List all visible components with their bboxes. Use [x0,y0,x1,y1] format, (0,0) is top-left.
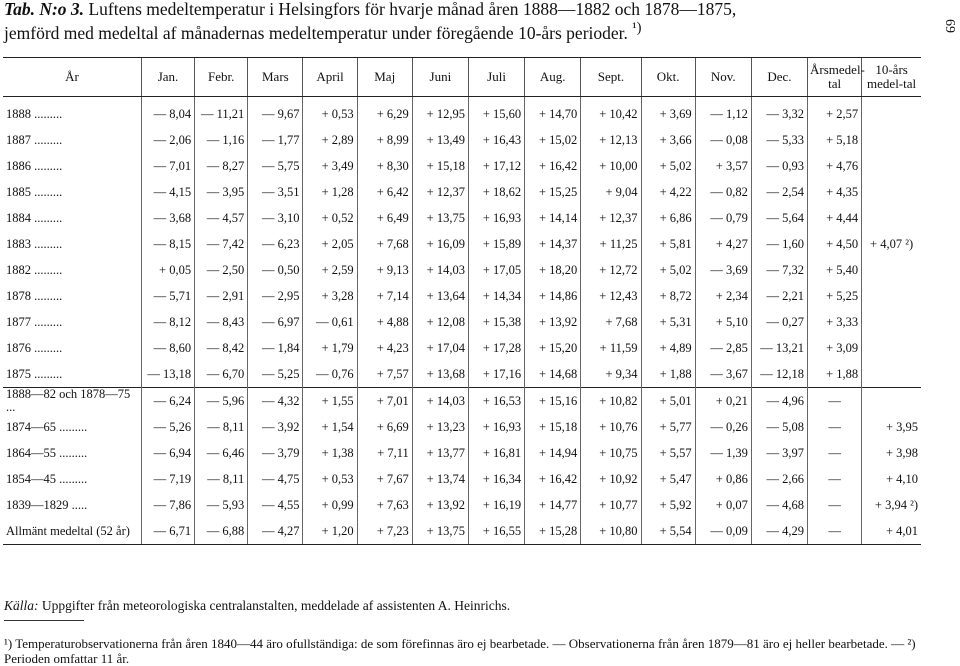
value-cell: + 15,02 [525,127,581,153]
year-cell: 1884 ......... [6,210,63,225]
ten-year-mean-cell: + 4,01 [862,518,921,545]
value-cell: + 8,30 [357,153,412,179]
value-cell: — 12,18 [751,361,807,388]
value-cell: + 14,14 [525,205,581,231]
value-cell: — 1,16 [195,127,248,153]
value-cell: + 3,69 [641,97,695,128]
page-title [4,0,924,43]
value-cell: + 4,27 [695,231,751,257]
value-cell: + 7,68 [357,231,412,257]
header-cell: April [303,58,357,97]
value-cell: + 10,82 [581,388,641,415]
value-cell: + 1,28 [303,179,357,205]
value-cell: — 2,85 [695,335,751,361]
value-cell: + 0,86 [695,466,751,492]
value-cell: + 10,80 [581,518,641,545]
value-cell: + 16,53 [468,388,524,415]
value-cell: + 5,40 [808,257,862,283]
ten-year-mean-cell: + 3,98 [862,440,921,466]
header-cell: Aug. [525,58,581,97]
value-cell: — 4,15 [141,179,194,205]
value-cell: — 0,82 [695,179,751,205]
value-cell: + 16,42 [525,153,581,179]
value-cell: + 7,63 [357,492,412,518]
value-cell: + 16,93 [468,205,524,231]
value-cell: + 3,66 [641,127,695,153]
value-cell: + 4,23 [357,335,412,361]
year-cell: 1878 ......... [6,288,63,303]
value-cell: + 18,62 [468,179,524,205]
value-cell: — 6,97 [248,309,303,335]
footnote-divider [4,620,84,621]
value-cell: — 0,26 [695,414,751,440]
value-cell: + 14,34 [468,283,524,309]
table-row [3,97,921,128]
value-cell: — 13,21 [751,335,807,361]
ten-year-mean-cell [862,388,921,415]
value-cell: — 8,42 [195,335,248,361]
value-cell: — 5,25 [248,361,303,388]
value-cell: + 13,68 [412,361,468,388]
table-row [3,153,921,179]
period-cell: Allmänt medeltal (52 år) [3,518,141,545]
value-cell: + 7,23 [357,518,412,545]
value-cell: + 14,70 [525,97,581,128]
period-cell: 1888—82 och 1878—75 ... [3,388,141,415]
value-cell: + 17,04 [412,335,468,361]
ten-year-mean-cell: + 4,10 [862,466,921,492]
table-row [3,127,921,153]
value-cell: + 13,77 [412,440,468,466]
value-cell: + 7,57 [357,361,412,388]
value-cell: — 5,64 [751,205,807,231]
value-cell: — 5,93 [195,492,248,518]
value-cell: + 10,42 [581,97,641,128]
header-cell: Nov. [695,58,751,97]
value-cell: — 4,96 [751,388,807,415]
value-cell: — 3,10 [248,205,303,231]
value-cell: + 0,52 [303,205,357,231]
value-cell: — [808,388,862,415]
value-cell: + 14,68 [525,361,581,388]
value-cell: — 0,50 [248,257,303,283]
value-cell: + 13,23 [412,414,468,440]
value-cell: — 0,61 [303,309,357,335]
value-cell: + 3,57 [695,153,751,179]
value-cell: — 0,93 [751,153,807,179]
value-cell: + 7,67 [357,466,412,492]
value-cell: + 0,21 [695,388,751,415]
value-cell: + 12,37 [412,179,468,205]
value-cell: + 14,77 [525,492,581,518]
value-cell: — [808,518,862,545]
value-cell: + 0,99 [303,492,357,518]
value-cell: — 2,66 [751,466,807,492]
summary-row [3,414,921,440]
header-cell: 10-års medel-tal [862,58,921,97]
value-cell: + 14,37 [525,231,581,257]
value-cell: — 7,19 [141,466,194,492]
value-cell: + 4,22 [641,179,695,205]
value-cell: — [808,414,862,440]
value-cell: — 3,51 [248,179,303,205]
table-row [3,283,921,309]
value-cell: — 3,92 [248,414,303,440]
table-row [3,361,921,388]
value-cell: + 15,16 [525,388,581,415]
value-cell: — 2,06 [141,127,194,153]
year-cell: 1882 ......... [6,262,63,277]
value-cell: — 6,46 [195,440,248,466]
year-cell: 1888 ......... [6,106,63,121]
value-cell: — 8,12 [141,309,194,335]
value-cell: — 5,26 [141,414,194,440]
value-cell: — 3,32 [751,97,807,128]
value-cell: — 7,42 [195,231,248,257]
table-row [3,335,921,361]
value-cell: + 5,81 [641,231,695,257]
value-cell: + 16,93 [468,414,524,440]
value-cell: + 5,57 [641,440,695,466]
value-cell: — 6,88 [195,518,248,545]
value-cell: — 2,91 [195,283,248,309]
value-cell: + 1,79 [303,335,357,361]
value-cell: + 4,50 [808,231,862,257]
value-cell: + 10,76 [581,414,641,440]
value-cell: + 4,35 [808,179,862,205]
value-cell: — 1,77 [248,127,303,153]
value-cell: + 16,19 [468,492,524,518]
table-row [3,257,921,283]
value-cell: + 16,42 [525,466,581,492]
value-cell: + 12,37 [581,205,641,231]
header-cell: Sept. [581,58,641,97]
value-cell: + 11,25 [581,231,641,257]
year-cell: 1883 ......... [6,236,63,251]
value-cell: — 3,69 [695,257,751,283]
footnote: ¹) Temperaturobservationerna från åren 1840—44 äro ofullständiga: de som förefinnas äro ej bearbetade. — Observationerna från åren 1879—81 äro ej heller bearbetade. — ²) Perioden omfattar 11 år. [4,636,916,666]
value-cell: — 2,54 [751,179,807,205]
value-cell: + 1,20 [303,518,357,545]
period-cell: 1874—65 ......... [6,419,88,434]
value-cell: — 4,68 [751,492,807,518]
value-cell: + 7,11 [357,440,412,466]
value-cell: + 10,00 [581,153,641,179]
value-cell: — 3,97 [751,440,807,466]
header-cell: Febr. [195,58,248,97]
value-cell: — [808,492,862,518]
value-cell: + 7,01 [357,388,412,415]
value-cell: + 9,34 [581,361,641,388]
year-cell: 1877 ......... [6,314,63,329]
temperature-table [3,57,921,545]
value-cell: + 8,72 [641,283,695,309]
summary-row [3,440,921,466]
value-cell: + 8,99 [357,127,412,153]
value-cell: + 16,81 [468,440,524,466]
value-cell: — 8,27 [195,153,248,179]
title-line-1: Luftens medeltemperatur i Helsingfors för hvarje månad åren 1888—1882 och 1878—1875, [88,0,737,19]
value-cell: + 12,43 [581,283,641,309]
value-cell: + 13,74 [412,466,468,492]
value-cell: + 10,92 [581,466,641,492]
summary-row [3,388,921,415]
value-cell: — 6,71 [141,518,194,545]
value-cell: — 6,24 [141,388,194,415]
value-cell: + 0,05 [141,257,194,283]
value-cell: + 2,59 [303,257,357,283]
value-cell: + 5,02 [641,257,695,283]
header-cell: Juni [412,58,468,97]
value-cell: + 14,03 [412,257,468,283]
value-cell: — 4,75 [248,466,303,492]
value-cell: + 15,38 [468,309,524,335]
value-cell: + 17,05 [468,257,524,283]
value-cell: + 1,88 [808,361,862,388]
value-cell: + 5,77 [641,414,695,440]
year-cell: 1875 ......... [6,366,63,381]
value-cell: + 1,38 [303,440,357,466]
ten-year-mean-cell: + 3,94 ²) [862,492,921,518]
value-cell: — 3,79 [248,440,303,466]
value-cell: + 6,86 [641,205,695,231]
value-cell: + 7,14 [357,283,412,309]
header-cell: Mars [248,58,303,97]
value-cell: + 13,92 [525,309,581,335]
value-cell: — 3,68 [141,205,194,231]
value-cell: + 12,72 [581,257,641,283]
value-cell: — 6,70 [195,361,248,388]
value-cell: + 9,04 [581,179,641,205]
value-cell: + 15,20 [525,335,581,361]
value-cell: + 16,43 [468,127,524,153]
value-cell: — 0,79 [695,205,751,231]
period-cell: 1864—55 ......... [6,445,88,460]
value-cell: — 5,71 [141,283,194,309]
value-cell: + 17,16 [468,361,524,388]
value-cell: — 9,67 [248,97,303,128]
value-cell: + 15,28 [525,518,581,545]
value-cell: + 3,09 [808,335,862,361]
value-cell: + 15,18 [525,414,581,440]
value-cell: + 0,53 [303,466,357,492]
value-cell: — 0,09 [695,518,751,545]
value-cell: + 13,75 [412,205,468,231]
value-cell: — 1,60 [751,231,807,257]
value-cell: — 5,08 [751,414,807,440]
value-cell: + 5,02 [641,153,695,179]
value-cell: + 2,89 [303,127,357,153]
value-cell: — 1,84 [248,335,303,361]
year-cell: 1887 ......... [6,132,63,147]
value-cell: + 13,64 [412,283,468,309]
value-cell: + 4,89 [641,335,695,361]
value-cell: + 5,25 [808,283,862,309]
value-cell: + 2,34 [695,283,751,309]
value-cell: + 6,29 [357,97,412,128]
period-cell: 1854—45 ......... [6,471,88,486]
value-cell: + 4,88 [357,309,412,335]
value-cell: — 2,50 [195,257,248,283]
value-cell: — 8,11 [195,414,248,440]
value-cell: + 16,09 [412,231,468,257]
year-cell: 1885 ......... [6,184,63,199]
value-cell: + 16,55 [468,518,524,545]
group-mean-cell: + 4,07 ²) [862,97,921,388]
value-cell: + 13,49 [412,127,468,153]
value-cell: + 0,53 [303,97,357,128]
header-cell: Jan. [141,58,194,97]
header-cell: Okt. [641,58,695,97]
value-cell: — 1,12 [695,97,751,128]
value-cell: + 1,88 [641,361,695,388]
value-cell: + 1,55 [303,388,357,415]
value-cell: — 4,57 [195,205,248,231]
value-cell: — 8,11 [195,466,248,492]
value-cell: + 2,57 [808,97,862,128]
summary-row [3,466,921,492]
value-cell: + 5,47 [641,466,695,492]
value-cell: + 1,54 [303,414,357,440]
value-cell: — 5,96 [195,388,248,415]
table-row [3,179,921,205]
value-cell: — 8,15 [141,231,194,257]
value-cell: + 0,07 [695,492,751,518]
value-cell: + 14,94 [525,440,581,466]
value-cell: + 12,13 [581,127,641,153]
value-cell: + 17,12 [468,153,524,179]
value-cell: + 15,89 [468,231,524,257]
value-cell: + 13,75 [412,518,468,545]
value-cell: + 3,28 [303,283,357,309]
value-cell: + 12,95 [412,97,468,128]
header-cell: Juli [468,58,524,97]
source-note [4,598,510,614]
value-cell: — 4,55 [248,492,303,518]
value-cell: — 5,75 [248,153,303,179]
value-cell: + 10,75 [581,440,641,466]
value-cell: — 7,01 [141,153,194,179]
value-cell: — [808,466,862,492]
value-cell: + 2,05 [303,231,357,257]
value-cell: + 5,18 [808,127,862,153]
value-cell: — 1,39 [695,440,751,466]
header-cell: Dec. [751,58,807,97]
ten-year-mean-cell: + 3,95 [862,414,921,440]
header-cell: År [3,58,141,97]
value-cell: + 5,92 [641,492,695,518]
value-cell: + 16,34 [468,466,524,492]
value-cell: + 5,01 [641,388,695,415]
value-cell: — 6,23 [248,231,303,257]
value-cell: — 3,95 [195,179,248,205]
year-cell: 1886 ......... [6,158,63,173]
value-cell: — 8,60 [141,335,194,361]
title-line-2: jemförd med medeltal af månadernas medeltemperatur under föregående 10-års perioder. [4,22,628,43]
value-cell: + 9,13 [357,257,412,283]
value-cell: + 15,25 [525,179,581,205]
value-cell: + 6,49 [357,205,412,231]
value-cell: + 6,69 [357,414,412,440]
value-cell: — 2,95 [248,283,303,309]
value-cell: — 2,21 [751,283,807,309]
value-cell: — 3,67 [695,361,751,388]
source-text: Uppgifter från meteorologiska centralanstalten, meddelade af assistenten A. Heinrichs. [41,598,511,613]
value-cell: + 15,18 [412,153,468,179]
period-cell: 1839—1829 ..... [6,497,88,512]
summary-row [3,518,921,545]
value-cell: + 5,54 [641,518,695,545]
table-row [3,309,921,335]
value-cell: — 4,29 [751,518,807,545]
value-cell: + 4,76 [808,153,862,179]
value-cell: + 10,77 [581,492,641,518]
table-row [3,205,921,231]
value-cell: + 14,86 [525,283,581,309]
value-cell: — 0,27 [751,309,807,335]
summary-row [3,492,921,518]
value-cell: + 12,08 [412,309,468,335]
value-cell: + 6,42 [357,179,412,205]
value-cell: + 18,20 [525,257,581,283]
value-cell: + 11,59 [581,335,641,361]
header-cell: Årsmedel-tal [808,58,862,97]
value-cell: + 17,28 [468,335,524,361]
value-cell: — 6,94 [141,440,194,466]
value-cell: — 4,27 [248,518,303,545]
value-cell: — 0,76 [303,361,357,388]
value-cell: + 14,03 [412,388,468,415]
table-number: Tab. N:o 3. [4,0,85,19]
value-cell: — 7,32 [751,257,807,283]
source-label: Källa: [4,598,39,613]
table-row [3,231,921,257]
header-cell: Maj [357,58,412,97]
value-cell: + 3,49 [303,153,357,179]
value-cell: + 3,33 [808,309,862,335]
value-cell: + 4,44 [808,205,862,231]
value-cell: — 0,08 [695,127,751,153]
year-cell: 1876 ......... [6,340,63,355]
value-cell: — 11,21 [195,97,248,128]
title-footnote-ref: ¹) [632,20,642,36]
value-cell: — 5,33 [751,127,807,153]
value-cell: — 8,43 [195,309,248,335]
value-cell: — 4,32 [248,388,303,415]
value-cell: — 13,18 [141,361,194,388]
value-cell: — [808,440,862,466]
value-cell: + 13,92 [412,492,468,518]
value-cell: — 8,04 [141,97,194,128]
value-cell: + 5,10 [695,309,751,335]
value-cell: + 7,68 [581,309,641,335]
value-cell: — 7,86 [141,492,194,518]
value-cell: + 5,31 [641,309,695,335]
page-number: 69 [942,19,957,33]
value-cell: + 15,60 [468,97,524,128]
